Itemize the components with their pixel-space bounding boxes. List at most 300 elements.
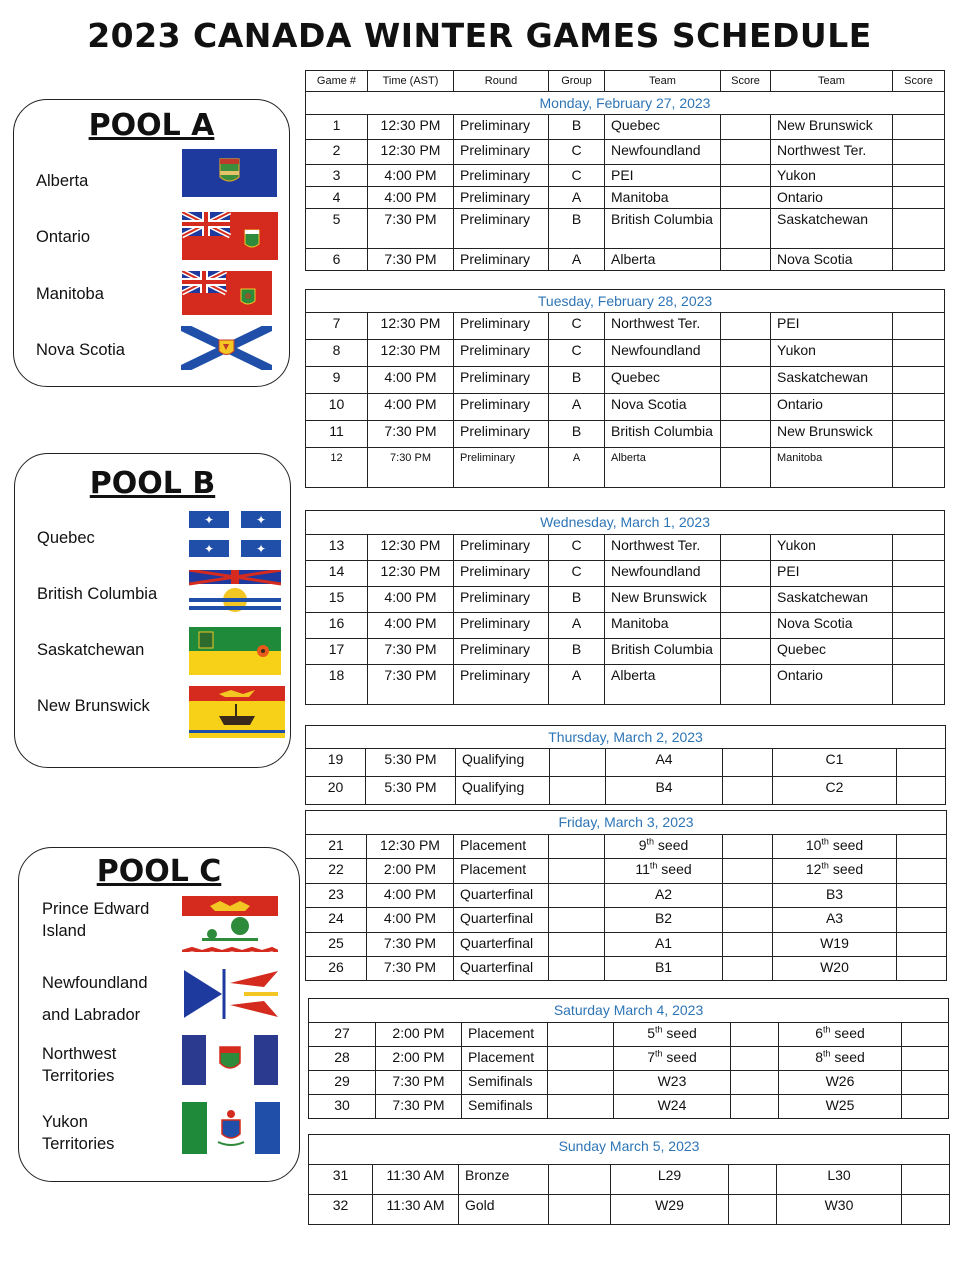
game-round: Semifinals [462,1071,548,1095]
pool-c-card [18,847,300,1182]
game-time: 5:30 PM [366,749,456,777]
score-2 [893,394,945,421]
score-1 [721,115,771,140]
game-group [550,777,606,805]
seed-word: seed [832,861,864,877]
score-1 [723,749,773,777]
score-1 [721,313,771,340]
game-row [306,249,945,271]
schedule-table-friday [305,810,947,981]
game-row [306,165,945,187]
game-number: 12 [306,448,368,488]
game-round: Preliminary [454,587,549,613]
game-time: 2:00 PM [376,1047,462,1071]
game-time: 12:30 PM [368,140,454,165]
seed-word: seed [657,837,689,853]
col-header: Team [771,71,893,92]
game-group [548,1095,614,1119]
team-1: British Columbia [605,421,721,448]
seed-suffix: th [655,1048,663,1059]
score-1 [721,209,771,249]
game-group [549,835,605,859]
game-group: A [549,394,605,421]
team-1: W29 [611,1195,729,1225]
team-1: W24 [614,1095,731,1119]
game-row [306,749,946,777]
score-2 [893,613,945,639]
team-2: W26 [779,1071,902,1095]
team-1: W23 [614,1071,731,1095]
day-date-row [309,1135,950,1165]
score-2 [897,859,947,884]
pool-a-team: Manitoba [36,285,104,303]
team-1: British Columbia [605,639,721,665]
pool-c-team: Yukon Territories [42,1113,115,1153]
pei-flag-icon [182,896,278,952]
game-time: 7:30 PM [368,421,454,448]
game-group: C [549,340,605,367]
day-date: Friday, March 3, 2023 [306,811,947,835]
score-2 [893,639,945,665]
score-2 [893,313,945,340]
nova-scotia-flag-icon [181,326,272,370]
game-number: 19 [306,749,366,777]
game-row [309,1195,950,1225]
game-row [306,115,945,140]
team-1: Newfoundland [605,140,721,165]
pool-b-card [14,453,291,768]
score-1 [723,777,773,805]
col-header: Score [721,71,771,92]
schedule-table-saturday [308,998,949,1119]
game-round: Preliminary [454,394,549,421]
game-group: B [549,115,605,140]
game-row [306,187,945,209]
game-number: 18 [306,665,368,705]
seed-suffix: th [646,836,655,847]
team-2 [773,835,897,859]
pool-b-team: Quebec [37,529,95,547]
game-group: B [549,367,605,394]
game-time: 4:00 PM [367,908,454,933]
score-1 [721,165,771,187]
seed-suffix: th [823,1024,831,1035]
team-1: A4 [606,749,723,777]
score-2 [893,535,945,561]
game-group [549,933,605,957]
score-2 [893,165,945,187]
score-1 [721,613,771,639]
team-2: Northwest Ter. [771,140,893,165]
team-1: Northwest Ter. [605,535,721,561]
pool-a-title: POOL A [88,108,215,143]
game-number: 29 [309,1071,376,1095]
seed-number: 12 [805,861,822,877]
day-date-row [306,726,946,749]
game-group [549,1165,611,1195]
team-2 [779,1023,902,1047]
score-2 [902,1047,949,1071]
day-date-row [306,811,947,835]
game-number: 14 [306,561,368,587]
schedule-header-row [306,71,945,92]
game-row [306,340,945,367]
score-1 [723,957,773,981]
score-2 [893,367,945,394]
game-group [549,859,605,884]
team-1: Newfoundland [605,561,721,587]
game-group: C [549,313,605,340]
game-time: 7:30 PM [368,448,454,488]
score-1 [723,908,773,933]
col-header: Team [605,71,721,92]
schedule-table-sunday [308,1134,950,1225]
game-round: Preliminary [454,187,549,209]
game-time: 7:30 PM [368,639,454,665]
game-row [306,313,945,340]
schedule-table-tuesday [305,289,945,488]
game-group: A [549,665,605,705]
game-group: A [549,448,605,488]
team-2: W25 [779,1095,902,1119]
game-number: 28 [309,1047,376,1071]
team-2: New Brunswick [771,421,893,448]
team-1: B2 [605,908,723,933]
game-time: 5:30 PM [366,777,456,805]
game-round: Quarterfinal [454,957,549,981]
team-1: Manitoba [605,613,721,639]
game-time: 2:00 PM [367,859,454,884]
game-number: 26 [306,957,367,981]
schedule-table-thursday [305,725,946,805]
game-group: C [549,140,605,165]
score-2 [897,777,946,805]
team-1 [605,859,723,884]
game-group [549,884,605,908]
game-time: 11:30 AM [373,1165,459,1195]
col-header: Group [549,71,605,92]
game-row [306,957,947,981]
team-1: B1 [605,957,723,981]
score-1 [721,535,771,561]
game-round: Quarterfinal [454,884,549,908]
seed-number: 8 [815,1049,824,1065]
game-number: 13 [306,535,368,561]
game-round: Quarterfinal [454,933,549,957]
game-time: 12:30 PM [368,115,454,140]
game-round: Semifinals [462,1095,548,1119]
pool-a-team: Nova Scotia [36,341,125,359]
team-2: C1 [773,749,897,777]
game-group: C [549,561,605,587]
seed-word: seed [832,837,864,853]
game-round: Qualifying [456,749,550,777]
team-2: L30 [777,1165,902,1195]
seed-word: seed [661,861,692,877]
score-2 [893,561,945,587]
game-number: 32 [309,1195,373,1225]
game-time: 4:00 PM [368,394,454,421]
pool-a-team: Ontario [36,228,91,246]
seed-word: seed [666,1049,697,1065]
score-1 [731,1047,779,1071]
col-header: Game # [306,71,368,92]
game-round: Preliminary [454,561,549,587]
seed-word: seed [834,1049,865,1065]
game-time: 4:00 PM [368,367,454,394]
score-2 [902,1165,950,1195]
game-row [306,448,945,488]
team-1: Manitoba [605,187,721,209]
team-2: Saskatchewan [771,367,893,394]
day-date: Tuesday, February 28, 2023 [306,290,945,313]
score-1 [721,367,771,394]
ontario-flag-icon [182,212,278,260]
alberta-flag-icon [182,149,277,197]
team-2: Yukon [771,165,893,187]
score-1 [721,665,771,705]
game-number: 17 [306,639,368,665]
team-2 [773,859,897,884]
game-row [306,587,945,613]
team-1: New Brunswick [605,587,721,613]
saskatchewan-flag-icon [189,627,281,675]
game-round: Preliminary [454,665,549,705]
game-time: 7:30 PM [367,957,454,981]
pool-c-team: Newfoundland and Labrador [42,974,148,1024]
team-1: Northwest Ter. [605,313,721,340]
seed-word: seed [666,1025,697,1041]
game-row [306,140,945,165]
pool-c-team: Prince Edward Island [42,900,150,940]
seed-suffix: th [823,1048,831,1059]
score-2 [893,209,945,249]
pool-b-title: POOL B [89,466,216,501]
game-row [306,209,945,249]
seed-number: 7 [647,1049,656,1065]
game-number: 24 [306,908,367,933]
team-1: A2 [605,884,723,908]
seed-number: 11 [635,861,650,877]
game-row [309,1047,949,1071]
score-1 [721,448,771,488]
game-number: 15 [306,587,368,613]
new-brunswick-flag-icon [189,686,285,738]
score-1 [721,340,771,367]
game-row [306,835,947,859]
game-number: 11 [306,421,368,448]
team-1: British Columbia [605,209,721,249]
game-row [306,639,945,665]
team-1 [614,1047,731,1071]
svg-text:✦: ✦ [203,513,215,527]
svg-text:✦: ✦ [203,542,215,556]
game-time: 7:30 PM [368,249,454,271]
day-date-row [306,92,945,115]
game-row [309,1095,949,1119]
score-2 [897,908,947,933]
game-round: Preliminary [454,249,549,271]
svg-text:✦: ✦ [255,513,267,527]
seed-word: seed [834,1025,865,1041]
game-time: 7:30 PM [367,933,454,957]
game-round: Preliminary [454,421,549,448]
game-group [549,908,605,933]
game-group: B [549,421,605,448]
game-time: 4:00 PM [367,884,454,908]
seed-number: 6 [815,1025,824,1041]
game-time: 12:30 PM [367,835,454,859]
team-2: Quebec [771,639,893,665]
game-number: 20 [306,777,366,805]
score-1 [729,1195,777,1225]
game-number: 22 [306,859,367,884]
game-round: Quarterfinal [454,908,549,933]
pool-a-team: Alberta [36,172,89,190]
game-time: 12:30 PM [368,561,454,587]
score-2 [897,933,947,957]
game-group: C [549,535,605,561]
game-group: B [549,639,605,665]
col-header: Score [893,71,945,92]
team-1: Quebec [605,367,721,394]
quebec-flag-icon [189,511,281,557]
team-2: Saskatchewan [771,587,893,613]
score-2 [902,1071,949,1095]
score-2 [893,421,945,448]
game-round: Placement [462,1047,548,1071]
game-group: B [549,587,605,613]
game-group: B [549,209,605,249]
team-1 [605,835,723,859]
game-round: Gold [459,1195,549,1225]
game-number: 7 [306,313,368,340]
team-2: A3 [773,908,897,933]
game-group: A [549,613,605,639]
game-row [306,777,946,805]
day-date: Monday, February 27, 2023 [306,92,945,115]
game-time: 11:30 AM [373,1195,459,1225]
score-1 [721,394,771,421]
team-2: Saskatchewan [771,209,893,249]
team-1: L29 [611,1165,729,1195]
pool-a-card [13,99,290,387]
team-2: W20 [773,957,897,981]
team-1: Alberta [605,448,721,488]
game-number: 9 [306,367,368,394]
schedule-table-wednesday [305,510,945,705]
score-1 [721,421,771,448]
game-round: Preliminary [454,613,549,639]
game-group [549,1195,611,1225]
game-row [306,561,945,587]
day-date: Sunday March 5, 2023 [309,1135,950,1165]
day-date: Wednesday, March 1, 2023 [306,511,945,535]
game-group: A [549,187,605,209]
seed-suffix: th [655,1024,663,1035]
score-2 [902,1023,949,1047]
score-1 [731,1071,779,1095]
game-row [309,1071,949,1095]
seed-suffix: th [649,860,658,871]
game-round: Preliminary [454,165,549,187]
game-row [306,367,945,394]
team-1: Nova Scotia [605,394,721,421]
score-2 [897,749,946,777]
team-2: B3 [773,884,897,908]
team-2: Nova Scotia [771,249,893,271]
team-2 [779,1047,902,1071]
team-2: Ontario [771,394,893,421]
game-number: 8 [306,340,368,367]
page-title: 2023 CANADA WINTER GAMES SCHEDULE [87,16,872,55]
team-2: Yukon [771,535,893,561]
seed-number: 9 [638,837,647,853]
score-2 [897,835,947,859]
team-2: C2 [773,777,897,805]
game-group [548,1047,614,1071]
score-2 [893,340,945,367]
yukon-flag-icon [182,1102,280,1154]
team-2: Ontario [771,187,893,209]
manitoba-flag-icon [182,271,272,315]
schedule-table-monday [305,70,945,271]
game-round: Placement [462,1023,548,1047]
score-2 [897,957,947,981]
game-time: 2:00 PM [376,1023,462,1047]
game-row [306,859,947,884]
game-round: Qualifying [456,777,550,805]
game-number: 23 [306,884,367,908]
score-1 [731,1095,779,1119]
day-date: Thursday, March 2, 2023 [306,726,946,749]
game-round: Placement [454,859,549,884]
pool-b-team: British Columbia [37,585,158,603]
game-row [306,394,945,421]
british-columbia-flag-icon [189,570,281,614]
team-1: Alberta [605,665,721,705]
game-number: 2 [306,140,368,165]
game-group [550,749,606,777]
game-time: 4:00 PM [368,165,454,187]
game-group: C [549,165,605,187]
game-round: Preliminary [454,313,549,340]
team-1: B4 [606,777,723,805]
game-row [306,884,947,908]
game-round: Preliminary [454,340,549,367]
game-number: 21 [306,835,367,859]
game-round: Preliminary [454,367,549,394]
team-1: Quebec [605,115,721,140]
game-number: 25 [306,933,367,957]
team-1: PEI [605,165,721,187]
game-time: 4:00 PM [368,587,454,613]
team-2: Manitoba [771,448,893,488]
pool-b-team: New Brunswick [37,697,150,715]
game-row [306,665,945,705]
score-2 [893,665,945,705]
day-date: Saturday March 4, 2023 [309,999,949,1023]
team-1: Newfoundland [605,340,721,367]
team-1: Alberta [605,249,721,271]
game-time: 12:30 PM [368,313,454,340]
score-1 [721,249,771,271]
day-date-row [309,999,949,1023]
game-time: 12:30 PM [368,535,454,561]
pool-b-team: Saskatchewan [37,641,145,659]
game-row [309,1023,949,1047]
svg-text:✦: ✦ [255,542,267,556]
